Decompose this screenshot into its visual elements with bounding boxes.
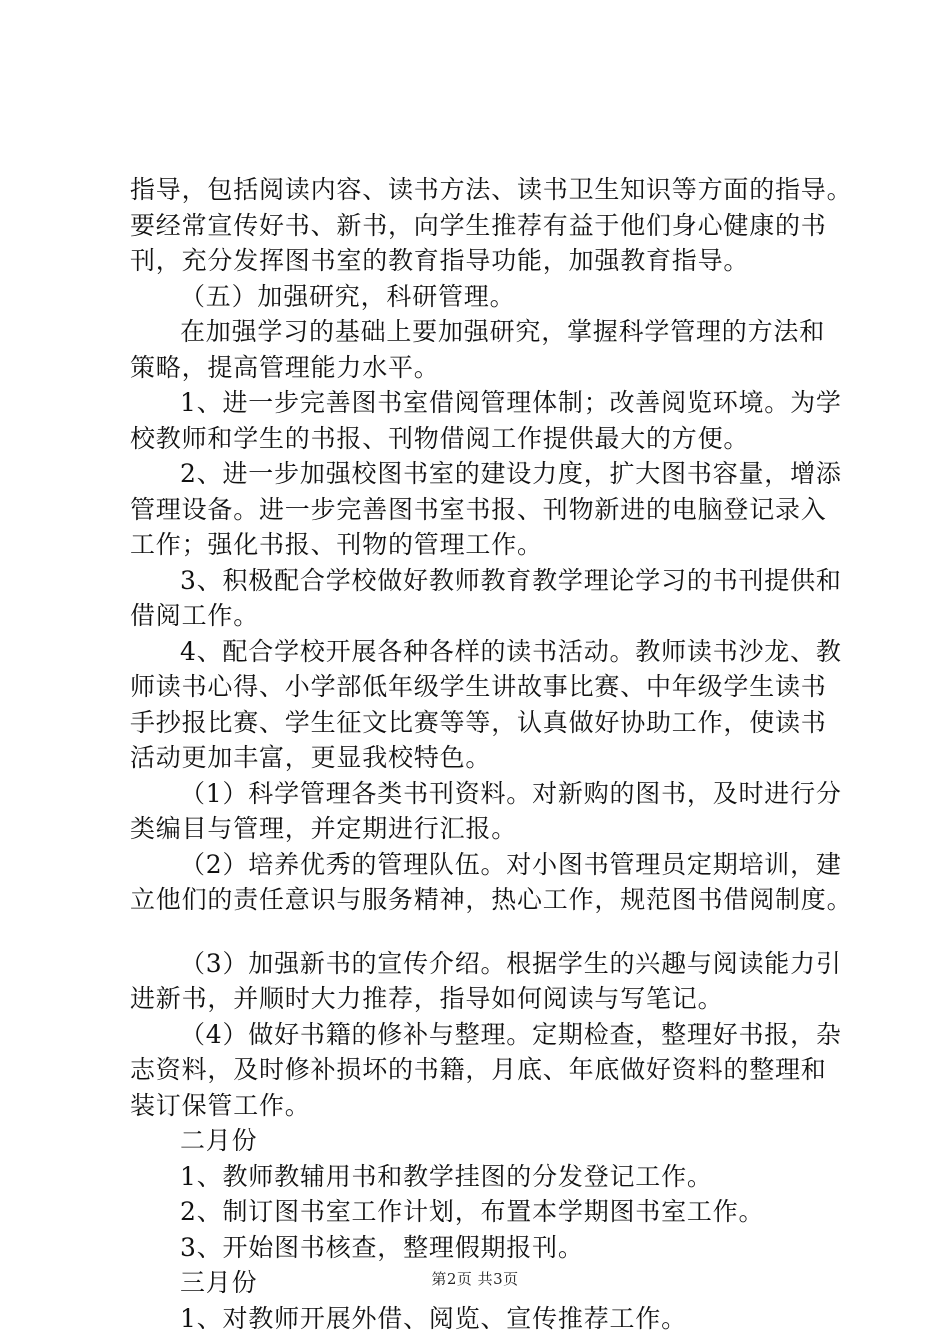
text-line: 3、开始图书核查，整理假期报刊。: [180, 1232, 584, 1262]
text-line: 工作；强化书报、刊物的管理工作。: [130, 530, 543, 559]
text-line: 进新书，并顺时大力推荐，指导如何阅读与写笔记。: [130, 984, 724, 1013]
text-line: 类编目与管理，并定期进行汇报。: [130, 814, 518, 843]
text-line: （2）培养优秀的管理队伍。对小图书管理员定期培训，建: [180, 849, 842, 879]
text-line: 策略，提高管理能力水平。: [130, 352, 440, 382]
text-line: 4、配合学校开展各种各样的读书活动。教师读书沙龙、教: [180, 636, 842, 666]
text-line: 三月份: [180, 1268, 258, 1297]
text-line: （1）科学管理各类书刊资料。对新购的图书，及时进行分: [180, 778, 842, 808]
text-line: （五）加强研究，科研管理。: [180, 281, 516, 311]
text-line: 活动更加丰富，更显我校特色。: [130, 743, 492, 772]
text-line: 装订保管工作。: [130, 1090, 311, 1120]
text-line: 1、对教师开展外借、阅览、宣传推荐工作。: [180, 1303, 687, 1333]
text-line: [130, 918, 842, 946]
text-line: （4）做好书籍的修补与整理。定期检查，整理好书报，杂: [180, 1019, 842, 1049]
text-line: 1、教师教辅用书和教学挂图的分发登记工作。: [180, 1161, 713, 1191]
text-line: 管理设备。进一步完善图书室书报、刊物新进的电脑登记录入: [130, 494, 827, 524]
text-line: 2、制订图书室工作计划，布置本学期图书室工作。: [180, 1197, 765, 1226]
text-line: 借阅工作。: [130, 601, 260, 630]
text-line: 志资料，及时修补损坏的书籍，月底、年底做好资料的整理和: [130, 1055, 827, 1084]
text-line: 指导，包括阅读内容、读书方法、读书卫生知识等方面的指导。: [130, 175, 853, 204]
text-line: 校教师和学生的书报、刊物借阅工作提供最大的方便。: [130, 423, 750, 453]
text-line: 师读书心得、小学部低年级学生讲故事比赛、中年级学生读书: [130, 672, 827, 701]
text-line: 立他们的责任意识与服务精神，热心工作，规范图书借阅制度。: [130, 885, 853, 914]
text-line: 1、进一步完善图书室借阅管理体制；改善阅览环境。为学: [180, 388, 842, 417]
text-line: 要经常宣传好书、新书，向学生推荐有益于他们身心健康的书: [130, 210, 827, 240]
text-line: 二月份: [180, 1126, 258, 1155]
text-line: 手抄报比赛、学生征文比赛等等，认真做好协助工作，使读书: [130, 707, 827, 737]
text-line: 在加强学习的基础上要加强研究，掌握科学管理的方法和: [180, 317, 826, 346]
text-line: 2、进一步加强校图书室的建设力度，扩大图书容量，增添: [180, 459, 842, 488]
page-footer: 第2页 共3页: [431, 1270, 519, 1288]
document-body: [130, 172, 853, 1336]
text-line: 3、积极配合学校做好教师教育教学理论学习的书刊提供和: [180, 565, 842, 595]
text-line: （3）加强新书的宣传介绍。根据学生的兴趣与阅读能力引: [180, 948, 842, 978]
text-line: 刊，充分发挥图书室的教育指导功能，加强教育指导。: [130, 246, 750, 275]
